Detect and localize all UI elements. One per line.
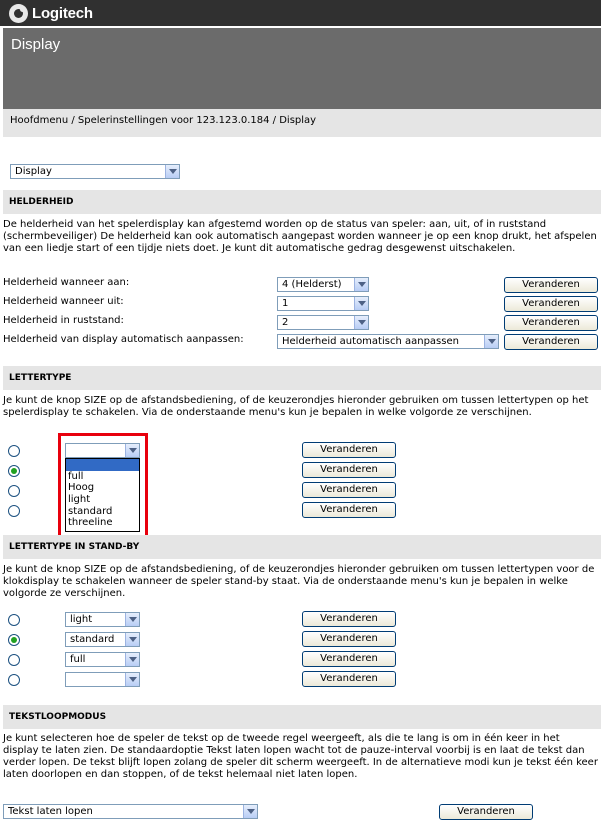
- title-bar: [3, 28, 601, 109]
- font-radio-4[interactable]: [8, 505, 20, 517]
- select-value: Helderheid automatisch aanpassen: [282, 336, 459, 347]
- brightness-auto-select[interactable]: [277, 334, 499, 349]
- brightness-on-label: Helderheid wanneer aan:: [3, 277, 130, 288]
- brightness-idle-select[interactable]: [277, 315, 369, 330]
- logitech-logo: [9, 3, 93, 23]
- brightness-auto-change-button[interactable]: Veranderen: [504, 334, 598, 350]
- brightness-off-change-button[interactable]: Veranderen: [504, 296, 598, 312]
- dropdown-option[interactable]: threeline: [68, 517, 113, 529]
- font-radio-1[interactable]: [8, 445, 20, 457]
- font-change-button-3[interactable]: Veranderen: [302, 482, 396, 498]
- select-value: full: [70, 654, 86, 665]
- chevron-down-icon[interactable]: [125, 613, 139, 626]
- standby-font-change-button-1[interactable]: Veranderen: [302, 611, 396, 627]
- chevron-down-icon[interactable]: [354, 316, 368, 329]
- brightness-auto-label: Helderheid van display automatisch aanpassen:: [3, 334, 244, 345]
- lettertype-description: Je kunt de knop SIZE op de afstandsbediening, of de keuzerondjes hieronder gebruiken om tussen lettertypen op het spelerdisplay te schakelen. Via de onderstaande menu's kun je bepalen in welke volgorde ze verschijnen.: [3, 395, 589, 418]
- chevron-down-icon[interactable]: [243, 805, 257, 818]
- brand-name: Logitech: [32, 4, 93, 22]
- lettertype-standby-description: Je kunt de knop SIZE op de afstandsbediening, of de keuzerondjes hieronder gebruiken om tussen lettertypen voor de klokdisplay te schakelen wanneer de speler stand-by staat. Via de onderstaande menu's kun je bepalen in welke volgorde ze verschijnen.: [3, 564, 595, 599]
- page-select-value: Display: [15, 166, 52, 177]
- standby-font-radio-4[interactable]: [8, 674, 20, 686]
- dropdown-option[interactable]: Hoog: [68, 482, 95, 494]
- standby-font-radio-1[interactable]: [8, 614, 20, 626]
- top-bar: [0, 0, 601, 26]
- page-select[interactable]: [10, 164, 180, 179]
- select-value: light: [70, 614, 93, 625]
- standby-font-select-2[interactable]: [65, 632, 140, 647]
- section-title: LETTERTYPE: [9, 373, 72, 383]
- scroll-mode-select[interactable]: [3, 804, 258, 819]
- section-tekstloopmodus-header: [3, 705, 601, 729]
- standby-font-change-button-3[interactable]: Veranderen: [302, 651, 396, 667]
- dropdown-option[interactable]: full: [68, 470, 84, 482]
- standby-font-select-4[interactable]: [65, 672, 140, 687]
- dropdown-option[interactable]: light: [68, 494, 91, 506]
- logitech-logo-icon: [9, 4, 28, 23]
- font-radio-3[interactable]: [8, 485, 20, 497]
- chevron-down-icon[interactable]: [125, 653, 139, 666]
- breadcrumb: Hoofdmenu / Spelerinstellingen voor 123.123.0.184 / Display: [10, 115, 317, 126]
- helderheid-description: De helderheid van het spelerdisplay kan afgestemd worden op de status van speler: aan, uit, of in ruststand (schermbeveiliger) De helderheid kan ook automatisch aangepast worden wanneer je op een knop drukt, het afspelen van een liedje start of een tijdje niets doet. Je kunt dit automatische gedrag desgewenst uitschakelen.: [3, 219, 597, 254]
- brightness-idle-label: Helderheid in ruststand:: [3, 315, 124, 326]
- page-title: Display: [11, 36, 61, 53]
- chevron-down-icon[interactable]: [165, 165, 179, 178]
- dropdown-option[interactable]: standard: [68, 505, 113, 517]
- standby-font-select-3[interactable]: [65, 652, 140, 667]
- font-radio-2[interactable]: [8, 465, 20, 477]
- section-title: TEKSTLOOPMODUS: [9, 712, 107, 722]
- select-value: 1: [282, 298, 289, 309]
- select-value: standard: [70, 634, 115, 645]
- standby-font-radio-2[interactable]: [8, 634, 20, 646]
- section-title: LETTERTYPE IN STAND-BY: [9, 542, 140, 552]
- brightness-off-select[interactable]: [277, 296, 369, 311]
- section-lettertype-header: [3, 366, 601, 390]
- select-value: 2: [282, 317, 289, 328]
- standby-font-radio-3[interactable]: [8, 654, 20, 666]
- section-lettertype-standby-header: [3, 535, 601, 559]
- brightness-on-select[interactable]: [277, 277, 369, 292]
- standby-font-select-1[interactable]: [65, 612, 140, 627]
- select-value: Tekst laten lopen: [8, 806, 93, 817]
- chevron-down-icon[interactable]: [125, 673, 139, 686]
- select-value: 4 (Helderst): [282, 279, 342, 290]
- chevron-down-icon[interactable]: [354, 278, 368, 291]
- tekstloopmodus-description: Je kunt selecteren hoe de speler de tekst op de tweede regel weergeeft, als die te lang is om in één keer in het display te laten zien. De standaardoptie Tekst laten lopen wacht tot de pauze-interval voorbij is en laat de tekst dan verder lopen. De tekst blijft lopen zolang de speler dit scherm weergeeft. In de alternatieve modi kun je tekst één keer laten doorlopen en dan stoppen, of de tekst helemaal niet laten lopen.: [3, 733, 598, 780]
- breadcrumb-bar: [3, 109, 601, 137]
- brightness-on-change-button[interactable]: Veranderen: [504, 277, 598, 293]
- section-title: HELDERHEID: [9, 197, 74, 207]
- highlight-box: [58, 433, 148, 539]
- section-helderheid-header: [3, 190, 601, 214]
- chevron-down-icon[interactable]: [484, 335, 498, 348]
- font-change-button-4[interactable]: Veranderen: [302, 502, 396, 518]
- brightness-off-label: Helderheid wanneer uit:: [3, 296, 124, 307]
- scroll-mode-change-button[interactable]: Veranderen: [439, 804, 533, 820]
- chevron-down-icon[interactable]: [125, 633, 139, 646]
- brightness-idle-change-button[interactable]: Veranderen: [504, 315, 598, 331]
- standby-font-change-button-2[interactable]: Veranderen: [302, 631, 396, 647]
- chevron-down-icon[interactable]: [354, 297, 368, 310]
- font-change-button-1[interactable]: Veranderen: [302, 442, 396, 458]
- font-change-button-2[interactable]: Veranderen: [302, 462, 396, 478]
- standby-font-change-button-4[interactable]: Veranderen: [302, 671, 396, 687]
